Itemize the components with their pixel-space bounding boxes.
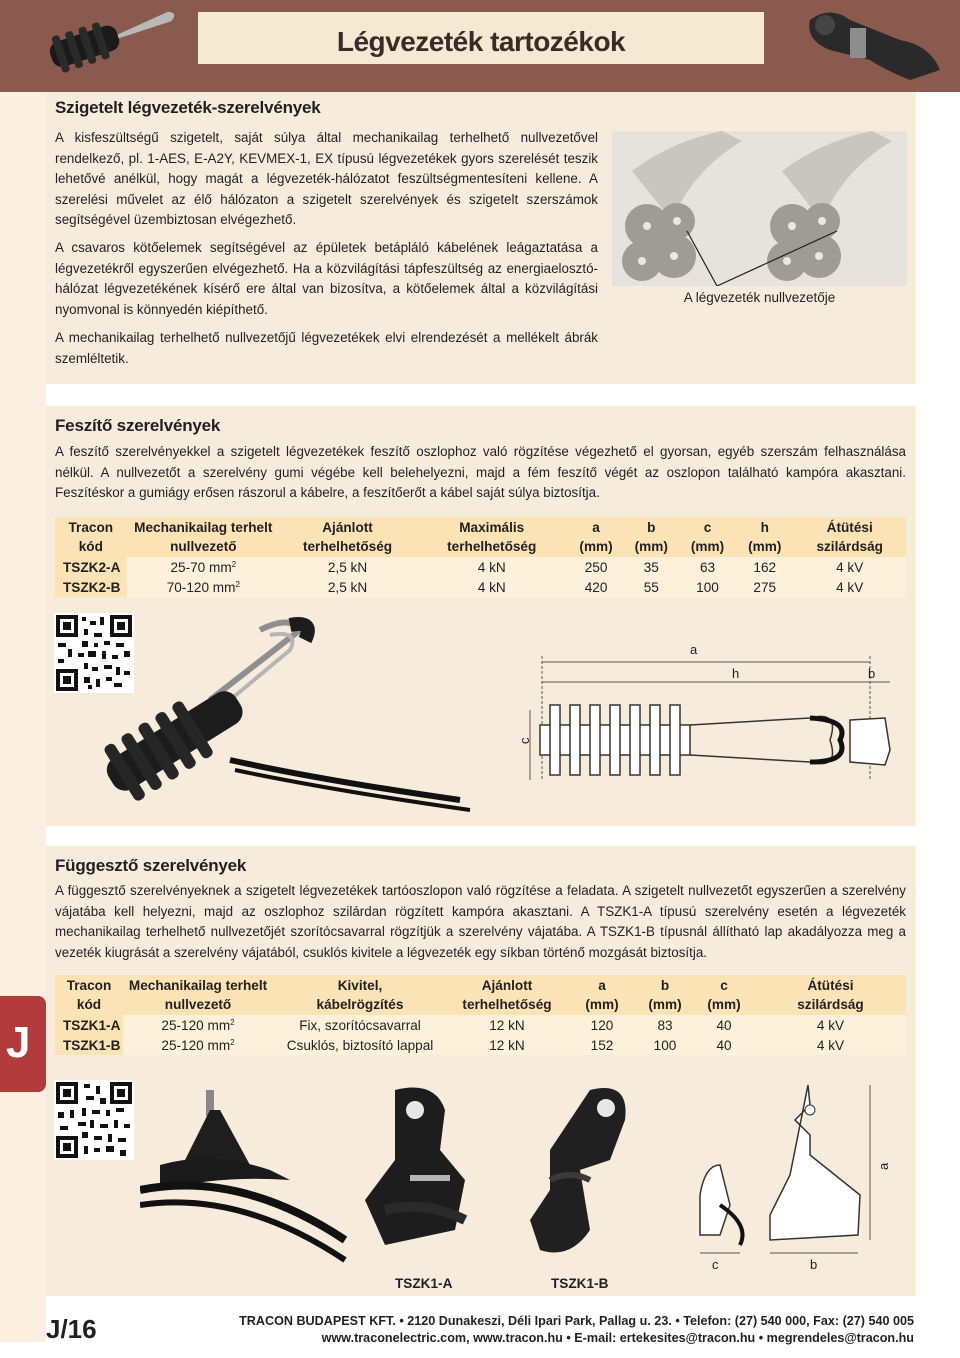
- tszk1-b-product-photo: [510, 1080, 650, 1270]
- table-row: [55, 1015, 906, 1035]
- section-heading-insulated-fittings: Szigetelt légvezeték-szerelvények: [55, 98, 321, 117]
- tensioning-spec-table: [55, 517, 906, 597]
- cell-b: 100: [637, 1035, 693, 1055]
- section2-paragraph: A feszítő szerelvényekkel a szigetelt légvezetékek feszítő oszlophoz való rögzítése végezhető el gyorsan, egyéb szerszám felhasználása nélkül. A nullvezetőt a szerelvény gumi végébe kell belehelyezni, majd a fém feszítő végét az oszlopon található kampóra akasztani. Feszítéskor a gumiágy erősen rászorul a kábelre, a feszítőerőt a kábel saját súlya biztosítja.: [55, 444, 906, 500]
- cell-recommended-load: 12 kN: [447, 1015, 567, 1035]
- suspension-clamp-installed-photo: [140, 1070, 350, 1290]
- dimension-label-b: b: [868, 666, 876, 681]
- header-design: Kivitel, kábelrögzítés: [273, 975, 447, 1015]
- title-box: [198, 12, 764, 64]
- cell-max-load: 4 kN: [415, 577, 568, 597]
- cell-design: Csuklós, biztosító lappal: [273, 1035, 447, 1055]
- cell-a: 152: [567, 1035, 637, 1055]
- cable-photo-caption: A légvezeték nullvezetője: [683, 290, 836, 305]
- header-a: a (mm): [567, 975, 637, 1015]
- header-h: h (mm): [736, 517, 793, 557]
- chapter-letter: J: [6, 1018, 31, 1067]
- cell-b: 55: [624, 577, 679, 597]
- dimension-label-c: c: [712, 1257, 719, 1272]
- cell-h: 275: [736, 577, 793, 597]
- cell-code: TSZK2-A: [55, 557, 127, 577]
- cell-conductor: 25-70 $mm^2$: [127, 557, 280, 577]
- header-a: a (mm): [568, 517, 623, 557]
- cell-code: TSZK1-A: [55, 1015, 123, 1035]
- tensioning-clamp-photo: [0, 0, 190, 92]
- cell-b: 35: [624, 557, 679, 577]
- page-title: Légvezeték tartozékok: [336, 26, 626, 57]
- cell-recommended-load: 2,5 kN: [280, 577, 415, 597]
- cell-dielectric-strength: 4 kV: [793, 557, 906, 577]
- cell-h: 162: [736, 557, 793, 577]
- cell-a: 250: [568, 557, 623, 577]
- section-heading-suspension: Függesztő szerelvények: [55, 856, 247, 875]
- cell-max-load: 4 kN: [415, 557, 568, 577]
- tensioning-clamp-dimension-drawing: [510, 640, 910, 790]
- dimension-label-a: a: [690, 642, 698, 657]
- header-b: b (mm): [624, 517, 679, 557]
- dimension-label-b: b: [810, 1257, 818, 1272]
- suspension-clamp-dimension-drawing: [660, 1075, 900, 1275]
- tensioning-clamp-product-photo: [60, 610, 480, 820]
- table-row: [55, 577, 906, 597]
- cell-conductor: 25-120 $mm^2$: [123, 1015, 273, 1035]
- footer-address: TRACON BUDAPEST KFT. • 2120 Dunakeszi, Déli Ipari Park, Pallag u. 23. • Telefon: (27) 540 000, Fax: (27) 540 005: [239, 1314, 914, 1328]
- cell-design: Fix, szorítócsavarral: [273, 1015, 447, 1035]
- cell-c: 100: [679, 577, 736, 597]
- cable-cross-section-photo: [612, 131, 907, 286]
- cell-conductor: 25-120 $mm^2$: [123, 1035, 273, 1055]
- header-code: Tracon kód: [55, 517, 127, 557]
- cell-code: TSZK2-B: [55, 577, 127, 597]
- section1-paragraph-1: A kisfeszültségű szigetelt, saját súlya által mechanikailag terhelhető nullvezetővel rendelkező, pl. 1-AES, E-A2Y, KEVMEX-1, EX típusú légvezetékek gyors szerelését teszik lehetővé anélkül, hogy magát a légvezeték-hálózatot feszültségmentesíteni kellene. A szerelési művelet az élő hálózaton a szigetelt szerelvények és szigetelt szerszámok segítségével üzembiztosan elvégezhető.: [55, 130, 598, 227]
- product-label-tszk1-b: TSZK1-B: [551, 1276, 609, 1291]
- header-b: b (mm): [637, 975, 693, 1015]
- page-number: J/16: [46, 1314, 97, 1344]
- header-recommended-load: Ajánlott terhelhetőség: [447, 975, 567, 1015]
- table-row: [55, 1035, 906, 1055]
- header-dielectric-strength: Átütési szilárdság: [793, 517, 906, 557]
- section-heading-tensioning: Feszítő szerelvények: [55, 416, 221, 435]
- cell-c: 40: [693, 1015, 755, 1035]
- table-header-row: [55, 517, 906, 557]
- cell-dielectric-strength: 4 kV: [755, 1015, 906, 1035]
- header-c: c (mm): [679, 517, 736, 557]
- cell-dielectric-strength: 4 kV: [793, 577, 906, 597]
- section1-paragraph-3: A mechanikailag terhelhető nullvezetőjű légvezetékek elvi elrendezését a mellékelt ábrák szemléltetik.: [55, 330, 598, 366]
- dimension-label-c: c: [517, 737, 532, 744]
- suspension-spec-table: [55, 975, 906, 1055]
- left-gutter: [0, 92, 46, 1342]
- section1-paragraph-2: A csavaros kötőelemek segítségével az épületek betápláló kábelének leágaztatása a légvezetékről egyszerűen elvégezhető. Ha a közvilágítási tápfeszültség az energiaelosztó-hálózat légvezetékének kísérő ere által van bizosítva, a kötőelemek által a közvilágítási nyomvonal is könnyedén kiépíthető.: [55, 240, 598, 317]
- cell-recommended-load: 12 kN: [447, 1035, 567, 1055]
- table-header-row: [55, 975, 906, 1015]
- header-recommended-load: Ajánlott terhelhetőség: [280, 517, 415, 557]
- section3-paragraph: A függesztő szerelvényeknek a szigetelt légvezetékek tartóoszlopon való rögzítése a feladata. A szigetelt nullvezetőt egyszerűen a szerelvény vájatába kell helyezni, majd az oszlophoz szilárdan rögzített kampóra akasztani. A TSZK1-A típusú szerelvény esetén a légvezeték mechanikailag terhelhető nullvezetőjét szorítócsavarral rögzítjük a szerelvény vájatába. A TSZK1-B típusnál állítható lap akadályozza meg a vezeték kiugrását a szerelvény vájatából, csuklós kivitele a légvezeték egy síkban történő mozgását biztosítja.: [55, 883, 906, 960]
- dimension-label-h: h: [732, 666, 740, 681]
- cell-conductor: 70-120 $mm^2$: [127, 577, 280, 597]
- cell-recommended-load: 2,5 kN: [280, 557, 415, 577]
- qr-code-suspension: [54, 1080, 134, 1160]
- suspension-clamp-photo: [790, 0, 960, 92]
- dimension-label-a: a: [876, 1162, 891, 1170]
- header-max-load: Maximális terhelhetőség: [415, 517, 568, 557]
- footer-contacts: www.traconelectric.com, www.tracon.hu • E-mail: ertekesites@tracon.hu • megrendeles@tracon.hu: [321, 1331, 914, 1345]
- header-code: Tracon kód: [55, 975, 123, 1015]
- cell-code: TSZK1-B: [55, 1035, 123, 1055]
- cell-a: 420: [568, 577, 623, 597]
- header-dielectric-strength: Átütési szilárdság: [755, 975, 906, 1015]
- product-label-tszk1-a: TSZK1-A: [395, 1276, 453, 1291]
- cell-c: 63: [679, 557, 736, 577]
- header-conductor: Mechanikailag terhelt nullvezető: [123, 975, 273, 1015]
- tszk1-a-product-photo: [355, 1080, 505, 1270]
- table-row: [55, 557, 906, 577]
- header-conductor: Mechanikailag terhelt nullvezető: [127, 517, 280, 557]
- chapter-tab: [0, 996, 46, 1092]
- cell-b: 83: [637, 1015, 693, 1035]
- cell-c: 40: [693, 1035, 755, 1055]
- cell-dielectric-strength: 4 kV: [755, 1035, 906, 1055]
- header-c: c (mm): [693, 975, 755, 1015]
- cell-a: 120: [567, 1015, 637, 1035]
